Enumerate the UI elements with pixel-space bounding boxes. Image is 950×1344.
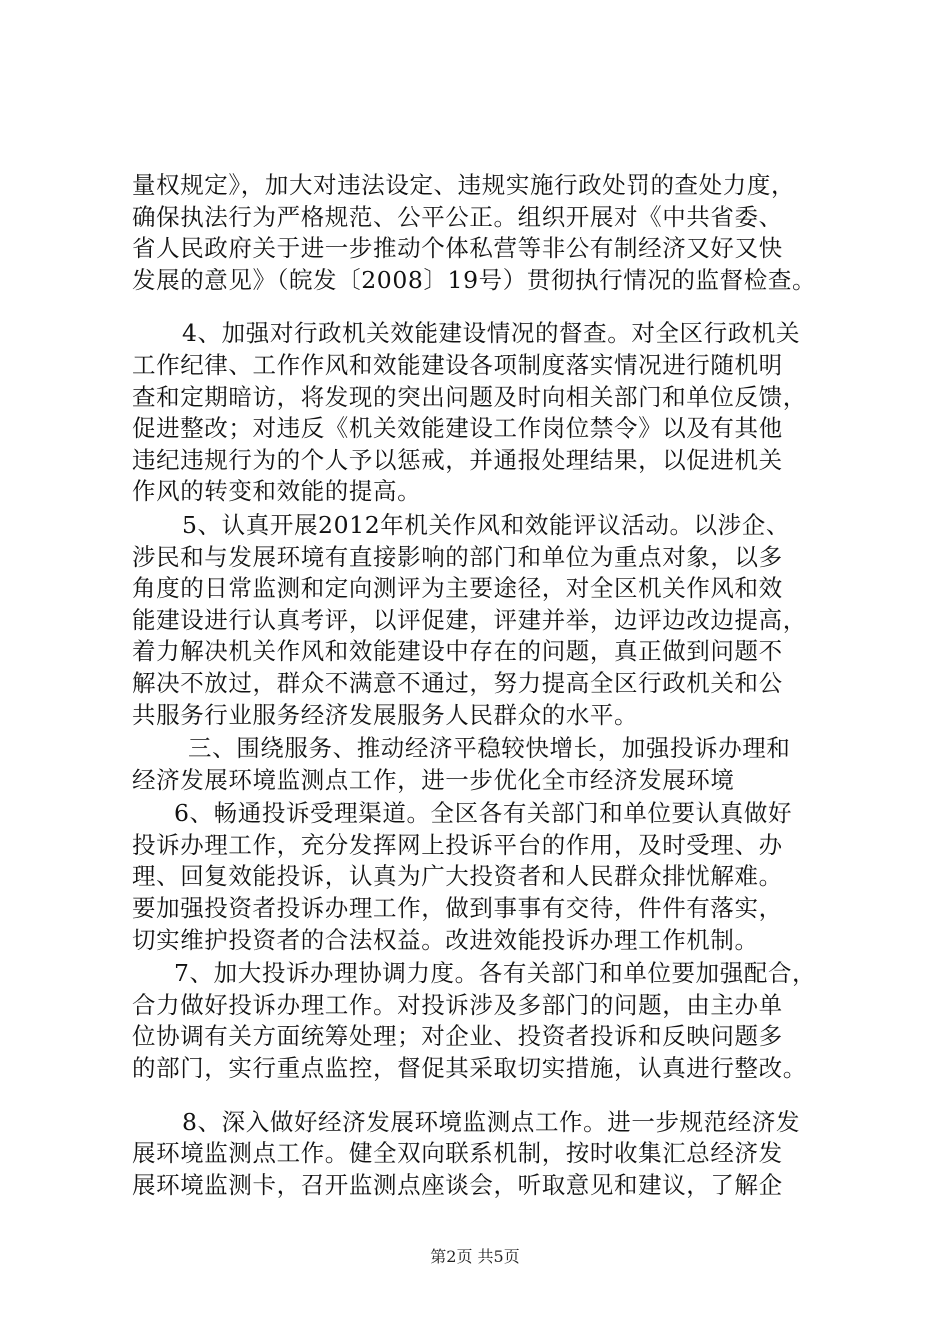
text-line: 6、畅通投诉受理渠道。全区各有关部门和单位要认真做好: [174, 799, 793, 828]
page-footer: [0, 1244, 950, 1267]
paragraph-item-5: [132, 510, 852, 731]
text-line: 省人民政府关于进一步推动个体私营等非公有制经济又好又快: [132, 234, 783, 263]
text-line: 的部门，实行重点监控，督促其采取切实措施，认真进行整改。: [132, 1054, 807, 1083]
text-line: 8、深入做好经济发展环境监测点工作。进一步规范经济发: [182, 1107, 801, 1136]
text-line: 发展的意见》（皖发〔2008〕19号）贯彻执行情况的监督检查。: [132, 265, 817, 294]
paragraph-gap: [132, 296, 852, 318]
paragraph-item-7: [132, 958, 852, 1084]
text-line: 切实维护投资者的合法权益。改进效能投诉办理工作机制。: [132, 925, 759, 954]
text-line: 合力做好投诉办理工作。对投诉涉及多部门的问题，由主办单: [132, 990, 783, 1019]
text-line: 4、加强对行政机关效能建设情况的督查。对全区行政机关: [182, 319, 801, 348]
paragraph-continuation: [132, 170, 852, 296]
text-line: 位协调有关方面统筹处理；对企业、投资者投诉和反映问题多: [132, 1022, 783, 1051]
text-line: 涉民和与发展环境有直接影响的部门和单位为重点对象，以多: [132, 542, 783, 571]
page-number: 第2页 共5页: [430, 1247, 520, 1266]
text-line: 量权规定》，加大对违法设定、违规实施行政处罚的查处力度，: [132, 171, 796, 199]
paragraph-item-8: [132, 1107, 852, 1202]
paragraph-gap: [132, 1085, 852, 1107]
text-line: 投诉办理工作，充分发挥网上投诉平台的作用，及时受理、办: [132, 830, 783, 859]
text-line: 作风的转变和效能的提高。: [132, 477, 422, 506]
text-line: 违纪违规行为的个人予以惩戒，并通报处理结果，以促进机关: [132, 445, 783, 474]
text-line: 要加强投资者投诉办理工作，做到事事有交待，件件有落实，: [132, 894, 783, 923]
text-line: 解决不放过，群众不满意不通过，努力提高全区行政机关和公: [132, 668, 783, 697]
text-line: 角度的日常监测和定向测评为主要途径，对全区机关作风和效: [132, 574, 783, 603]
paragraph-item-4: [132, 318, 852, 508]
text-line: 工作纪律、工作作风和效能建设各项制度落实情况进行随机明: [132, 350, 783, 379]
heading-line: 三、围绕服务、推动经济平稳较快增长，加强投诉办理和: [188, 734, 791, 763]
text-line: 共服务行业服务经济发展服务人民群众的水平。: [132, 700, 639, 729]
text-line: 展环境监测点工作。健全双向联系机制，按时收集汇总经济发: [132, 1139, 783, 1168]
text-line: 查和定期暗访，将发现的突出问题及时向相关部门和单位反馈，: [132, 382, 807, 411]
heading-line: 经济发展环境监测点工作，进一步优化全市经济发展环境: [132, 765, 735, 794]
text-line: 能建设进行认真考评，以评促建，评建并举，边评边改边提高，: [132, 605, 807, 634]
text-line: 理、回复效能投诉，认真为广大投资者和人民群众排忧解难。: [132, 862, 783, 891]
text-line: 确保执法行为严格规范、公平公正。组织开展对《中共省委、: [132, 202, 783, 231]
document-body: [132, 170, 852, 1201]
text-line: 7、加大投诉办理协调力度。各有关部门和单位要加强配合，: [174, 959, 817, 988]
text-line: 展环境监测卡，召开监测点座谈会，听取意见和建议，了解企: [132, 1170, 783, 1199]
text-line: 着力解决机关作风和效能建设中存在的问题，真正做到问题不: [132, 637, 783, 666]
text-line: 5、认真开展2012年机关作风和效能评议活动。以涉企、: [182, 510, 790, 539]
paragraph-item-6: [132, 798, 852, 956]
section-heading-3: [132, 733, 852, 796]
text-line: 促进整改；对违反《机关效能建设工作岗位禁令》以及有其他: [132, 414, 783, 443]
